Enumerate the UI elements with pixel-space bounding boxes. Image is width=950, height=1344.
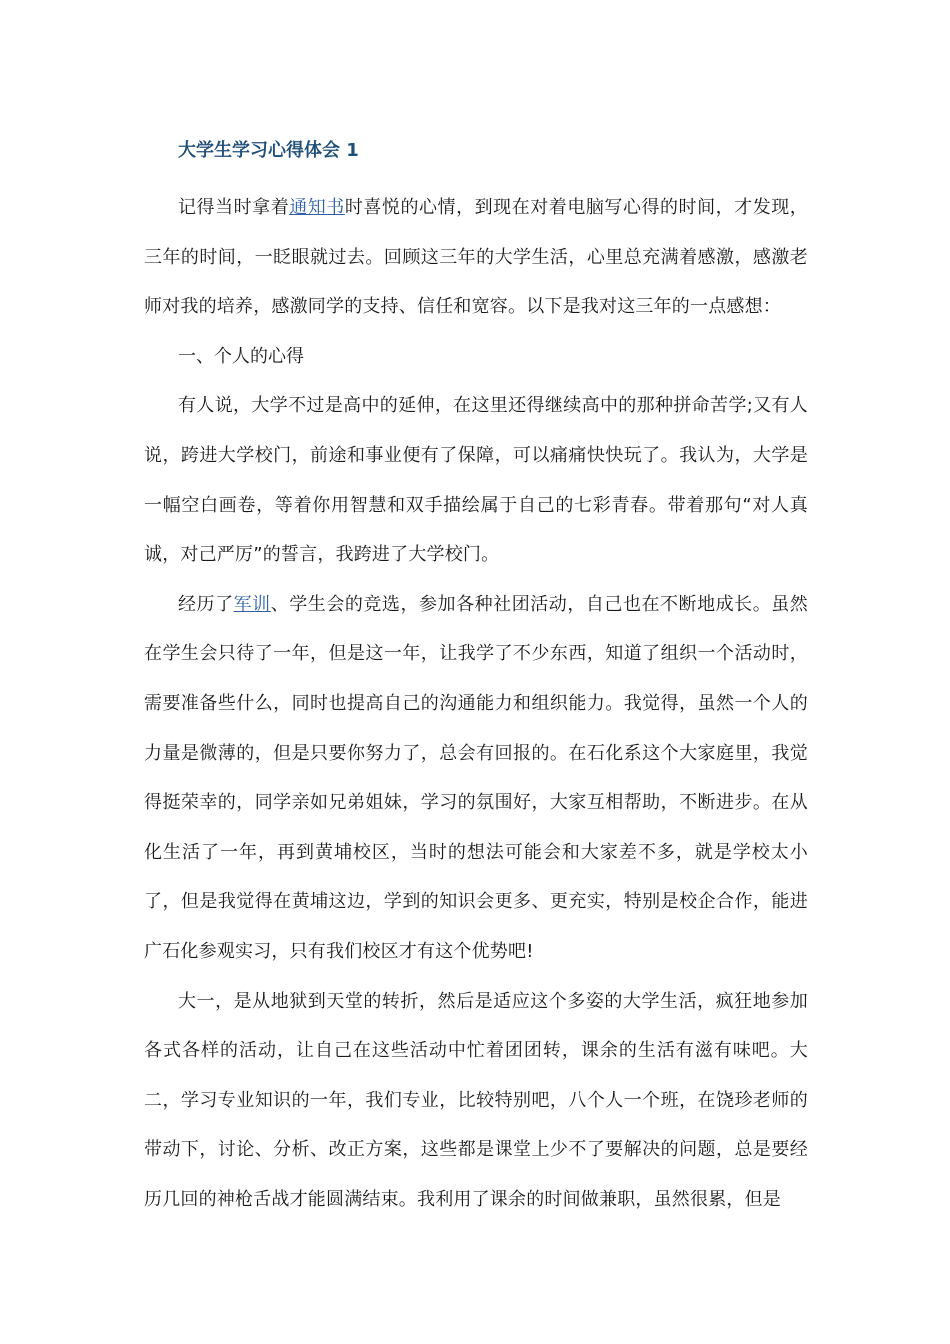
military-training-link[interactable]: 军训 [233, 593, 271, 615]
paragraph-experience-before: 经历了 [178, 593, 234, 615]
paragraph-freshman-sophomore: 大一，是从地狱到天堂的转折，然后是适应这个多姿的大学生活，疯狂地参加各式各样的活动，让自己在这些活动中忙着团团转，课余的生活有滋有味吧。大二，学习专业知识的一年，我们专业，比较特别吧，八个人一个班，在饶珍老师的带动下，讨论、分析、改正方案，这些都是课堂上少不了要解决的问题，总是要经历几回的神枪舌战才能圆满结束。我利用了课余的时间做兼职，虽然很累，但是 [144, 990, 808, 1210]
paragraph-university-view: 有人说，大学不过是高中的延伸，在这里还得继续高中的那种拼命苦学;又有人说，跨进大学校门，前途和事业便有了保障，可以痛痛快快玩了。我认为，大学是一幅空白画卷，等着你用智慧和双手描绘属于自己的七彩青春。带着那句“对人真诚，对己严厉”的誓言，我跨进了大学校门。 [144, 395, 808, 566]
paragraph-experience-after: 、学生会的竞选，参加各种社团活动，自己也在不断地成长。虽然在学生会只待了一年，但是这一年，让我学了不少东西，知道了组织一个活动时，需要准备些什么，同时也提高自己的沟通能力和组织能力。我觉得，虽然一个人的力量是微薄的，但是只要你努力了，总会有回报的。在石化系这个大家庭里，我觉得挺荣幸的，同学亲如兄弟姐妹，学习的氛围好，大家互相帮助，不断进步。在从化生活了一年，再到黄埔校区，当时的想法可能会和大家差不多，就是学校太小了，但是我觉得在黄埔这边，学到的知识会更多、更充实，特别是校企合作，能进广石化参观实习，只有我们校区才有这个优势吧! [144, 593, 808, 962]
paragraph-experience [144, 580, 808, 977]
notice-letter-link[interactable]: 通知书 [289, 197, 345, 218]
section-heading-personal: 一、个人的心得 [178, 345, 304, 367]
document-title: 大学生学习心得体会 1 [178, 140, 359, 161]
document-page [144, 133, 808, 1224]
paragraph-intro [144, 183, 808, 332]
paragraph-intro-after: 时喜悦的心情，到现在对着电脑写心得的时间，才发现，三年的时间，一眨眼就过去。回顾这三年的大学生活，心里总充满着感激，感激老师对我的培养，感激同学的支持、信任和宽容。以下是我对这三年的一点感想： [144, 197, 808, 318]
paragraph-intro-before: 记得当时拿着 [178, 197, 290, 218]
